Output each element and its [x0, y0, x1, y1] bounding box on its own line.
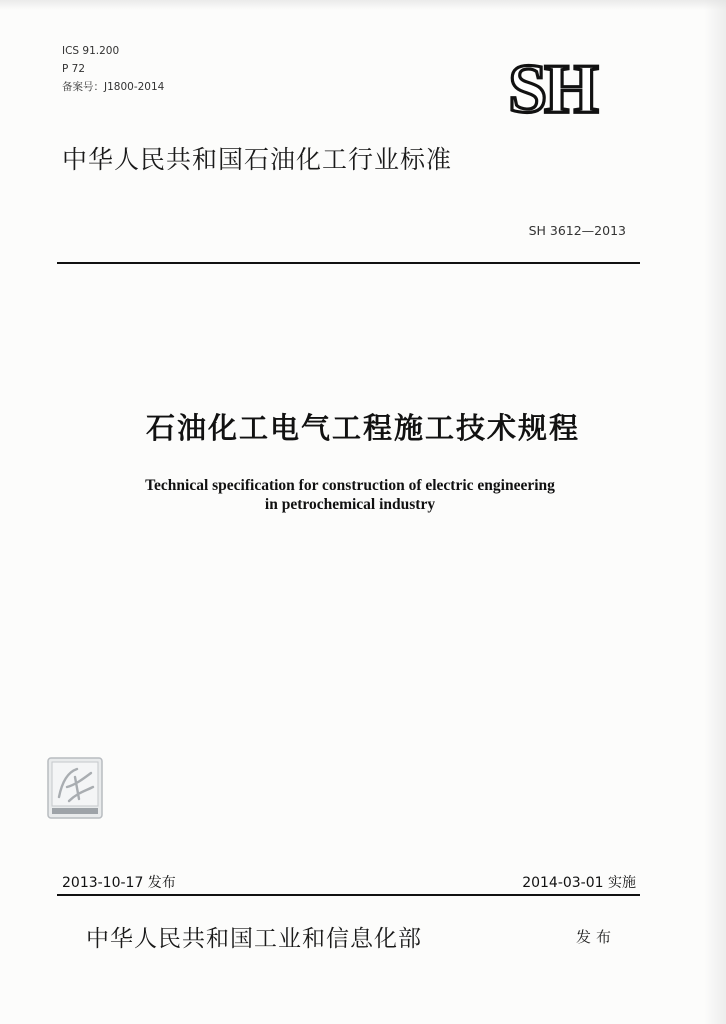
top-divider [57, 262, 640, 264]
scan-edge-top [0, 0, 726, 10]
sh-logo [482, 58, 622, 120]
document-title-en-line2: in petrochemical industry [264, 496, 436, 513]
ics-code: ICS 91.200 [62, 45, 120, 57]
issuing-action: 发布 [576, 928, 617, 946]
filing-number: 备案号：J1800-2014 [62, 81, 165, 93]
issue-date: 2013-10-17 发布 [62, 875, 176, 891]
implementation-date: 2014-03-01 实施 [522, 875, 636, 891]
classification-block [62, 42, 164, 96]
standard-number: SH 3612—2013 [528, 223, 626, 238]
sh-logo-text: SH [508, 58, 596, 120]
document-title-en [0, 476, 700, 514]
bottom-divider [57, 894, 640, 896]
document-title-en-line1: Technical specification for construction of electric engineering [145, 477, 555, 494]
standard-category-title: 中华人民共和国石油化工行业标准 [62, 145, 453, 174]
document-title-cn: 石油化工电气工程施工技术规程 [145, 411, 580, 445]
issuing-authority: 中华人民共和国工业和信息化部 [86, 926, 422, 952]
classification-code: P 72 [62, 63, 86, 75]
scan-edge-right [704, 0, 726, 1024]
watermark-seal [47, 757, 103, 819]
